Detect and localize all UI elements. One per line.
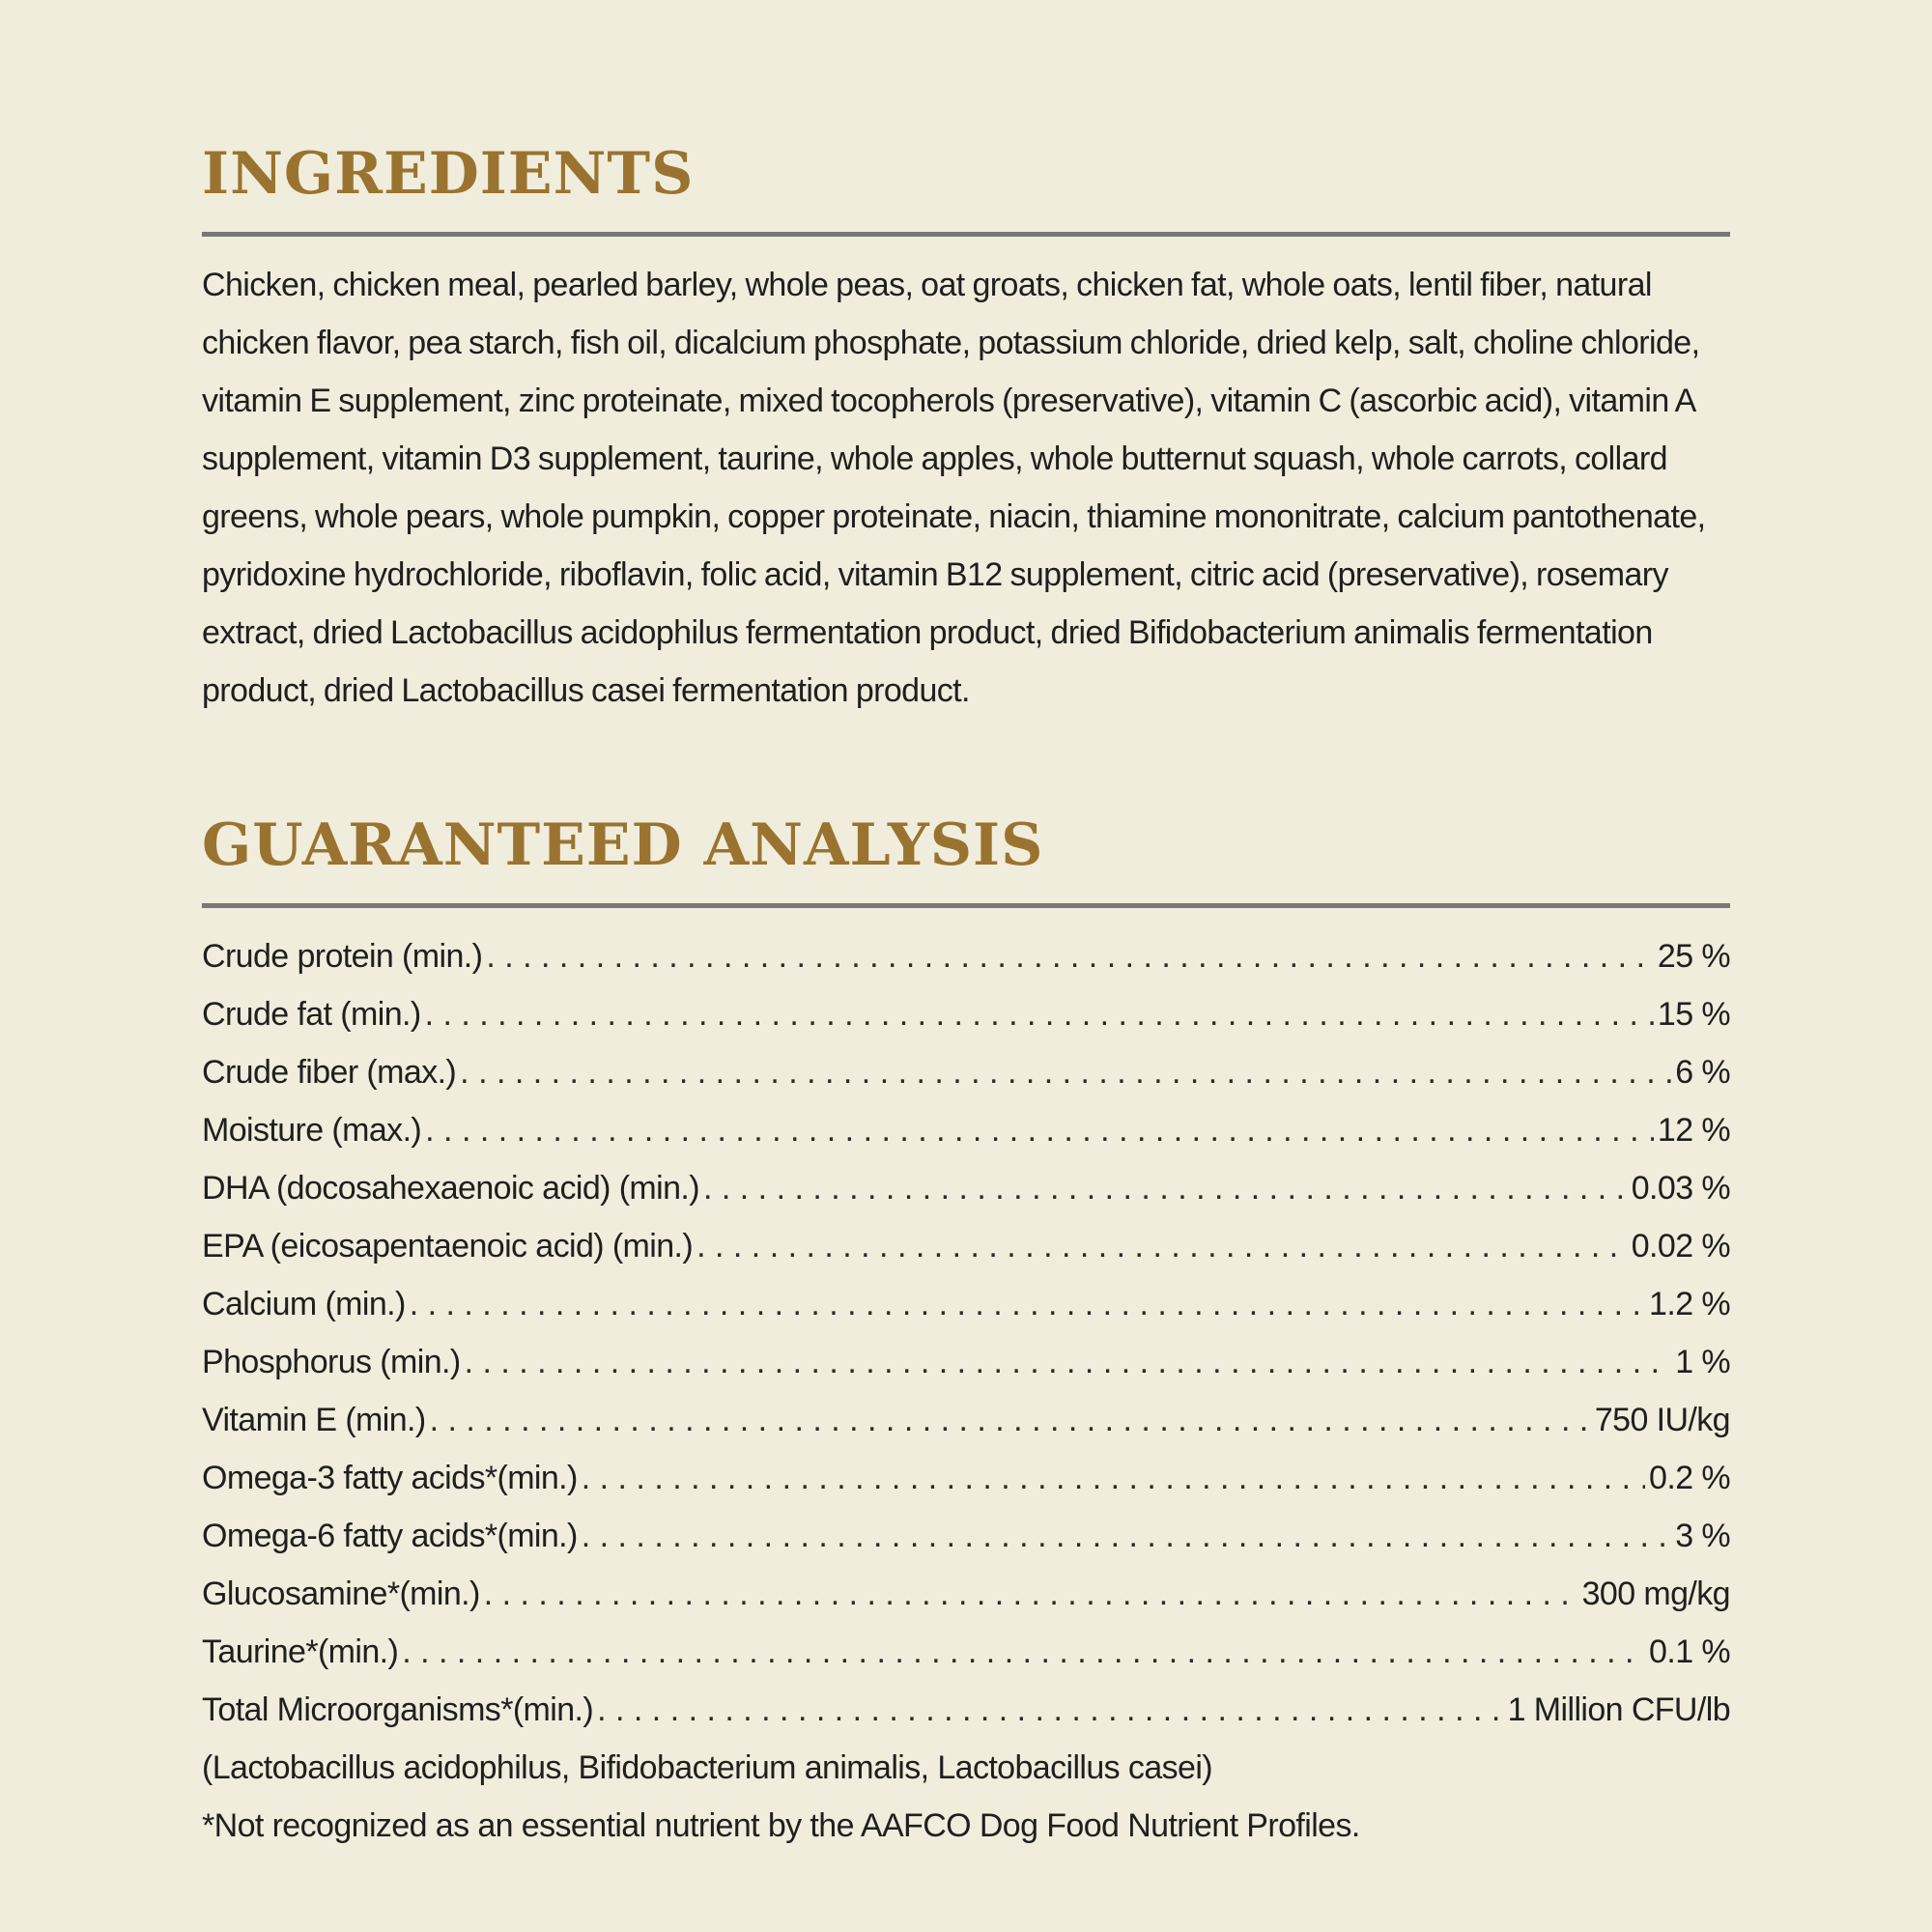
ingredients-title: INGREDIENTS [202,140,695,208]
analysis-row [202,1159,1730,1217]
nutrient-value: 6 % [1675,1054,1730,1091]
nutrient-value: 12 % [1657,1112,1730,1149]
footnote: *Not recognized as an essential nutrient by the AAFCO Dog Food Nutrient Profiles. [202,1807,1360,1844]
nutrient-value: 1.2 % [1649,1286,1730,1322]
analysis-row [202,1043,1730,1101]
analysis-divider [202,903,1730,908]
nutrient-name: Calcium (min.) [202,1286,406,1322]
analysis-row [202,1391,1730,1449]
dot-leader [430,1391,1591,1449]
dot-leader [460,1043,1671,1101]
nutrient-name: Omega-6 fatty acids*(min.) [202,1518,578,1554]
nutrient-value: 25 % [1657,938,1730,975]
analysis-row [202,1275,1730,1333]
dot-leader [402,1623,1645,1681]
dot-leader [703,1159,1628,1217]
analysis-row [202,985,1730,1043]
analysis-row [202,1101,1730,1159]
analysis-row [202,1623,1730,1681]
analysis-row [202,927,1730,985]
nutrient-value: 0.2 % [1649,1460,1730,1496]
ingredients-list: Chicken, chicken meal, pearled barley, whole peas, oat groats, chicken fat, whole oats, lentil fiber, natural chicken flavor, pea starch, fish oil, dicalcium phosphate, potassium chloride, dried kelp, salt, choline chloride, vitamin E supplement, zinc proteinate, mixed tocopherols (preservative), vitamin C (ascorbic acid), vitamin A supplement, vitamin D3 supplement, taurine, whole apples, whole butternut squash, whole carrots, collard greens, whole pears, whole pumpkin, copper proteinate, niacin, thiamine mononitrate, calcium pantothenate, pyridoxine hydrochloride, riboflavin, folic acid, vitamin B12 supplement, citric acid (preservative), rosemary extract, dried Lactobacillus acidophilus fermentation product, dried Bifidobacterium animalis fermentation product, dried Lactobacillus casei fermentation product. [202,267,1706,709]
nutrient-value: 0.1 % [1649,1634,1730,1670]
dot-leader [582,1449,1645,1507]
nutrient-name: Omega-3 fatty acids*(min.) [202,1460,578,1496]
nutrient-name: Phosphorus (min.) [202,1344,461,1380]
analysis-row [202,1507,1730,1565]
nutrient-name: Moisture (max.) [202,1112,422,1149]
analysis-title: GUARANTEED ANALYSIS [202,811,1044,879]
nutrient-name: Crude fiber (max.) [202,1054,457,1091]
dot-leader [425,1101,1654,1159]
dot-leader [582,1507,1671,1565]
dot-leader [696,1217,1628,1275]
nutrient-name: EPA (eicosapentaenoic acid) (min.) [202,1228,694,1264]
nutrient-value: 0.02 % [1631,1228,1730,1264]
dot-leader [484,1565,1578,1623]
nutrient-name: Crude protein (min.) [202,938,483,975]
nutrient-name: Total Microorganisms*(min.) [202,1691,594,1728]
microorganisms-note: (Lactobacillus acidophilus, Bifidobacterium animalis, Lactobacillus casei) [202,1749,1213,1786]
nutrient-name: Crude fat (min.) [202,996,421,1033]
dot-leader [410,1275,1645,1333]
dot-leader [465,1333,1672,1391]
analysis-row [202,1449,1730,1507]
nutrient-value: 1 Million CFU/lb [1507,1691,1730,1728]
nutrient-name: Glucosamine*(min.) [202,1576,480,1612]
analysis-table [202,927,1730,1855]
nutrient-name: Taurine*(min.) [202,1634,399,1670]
nutrient-value: 1 % [1675,1344,1730,1380]
nutrient-value: 15 % [1657,996,1730,1033]
nutrient-value: 750 IU/kg [1594,1402,1730,1438]
nutrient-value: 300 mg/kg [1581,1576,1730,1612]
nutrient-value: 0.03 % [1631,1170,1730,1207]
analysis-row [202,1333,1730,1391]
analysis-row [202,1565,1730,1623]
ingredients-divider [202,232,1730,237]
nutrition-panel [202,135,1730,1855]
dot-leader [425,985,1654,1043]
dot-leader [486,927,1654,985]
analysis-section [202,807,1730,1855]
nutrient-name: Vitamin E (min.) [202,1402,426,1438]
nutrient-value: 3 % [1675,1518,1730,1554]
nutrient-name: DHA (docosahexaenoic acid) (min.) [202,1170,699,1207]
dot-leader [597,1681,1504,1739]
analysis-row [202,1681,1730,1739]
analysis-row [202,1217,1730,1275]
